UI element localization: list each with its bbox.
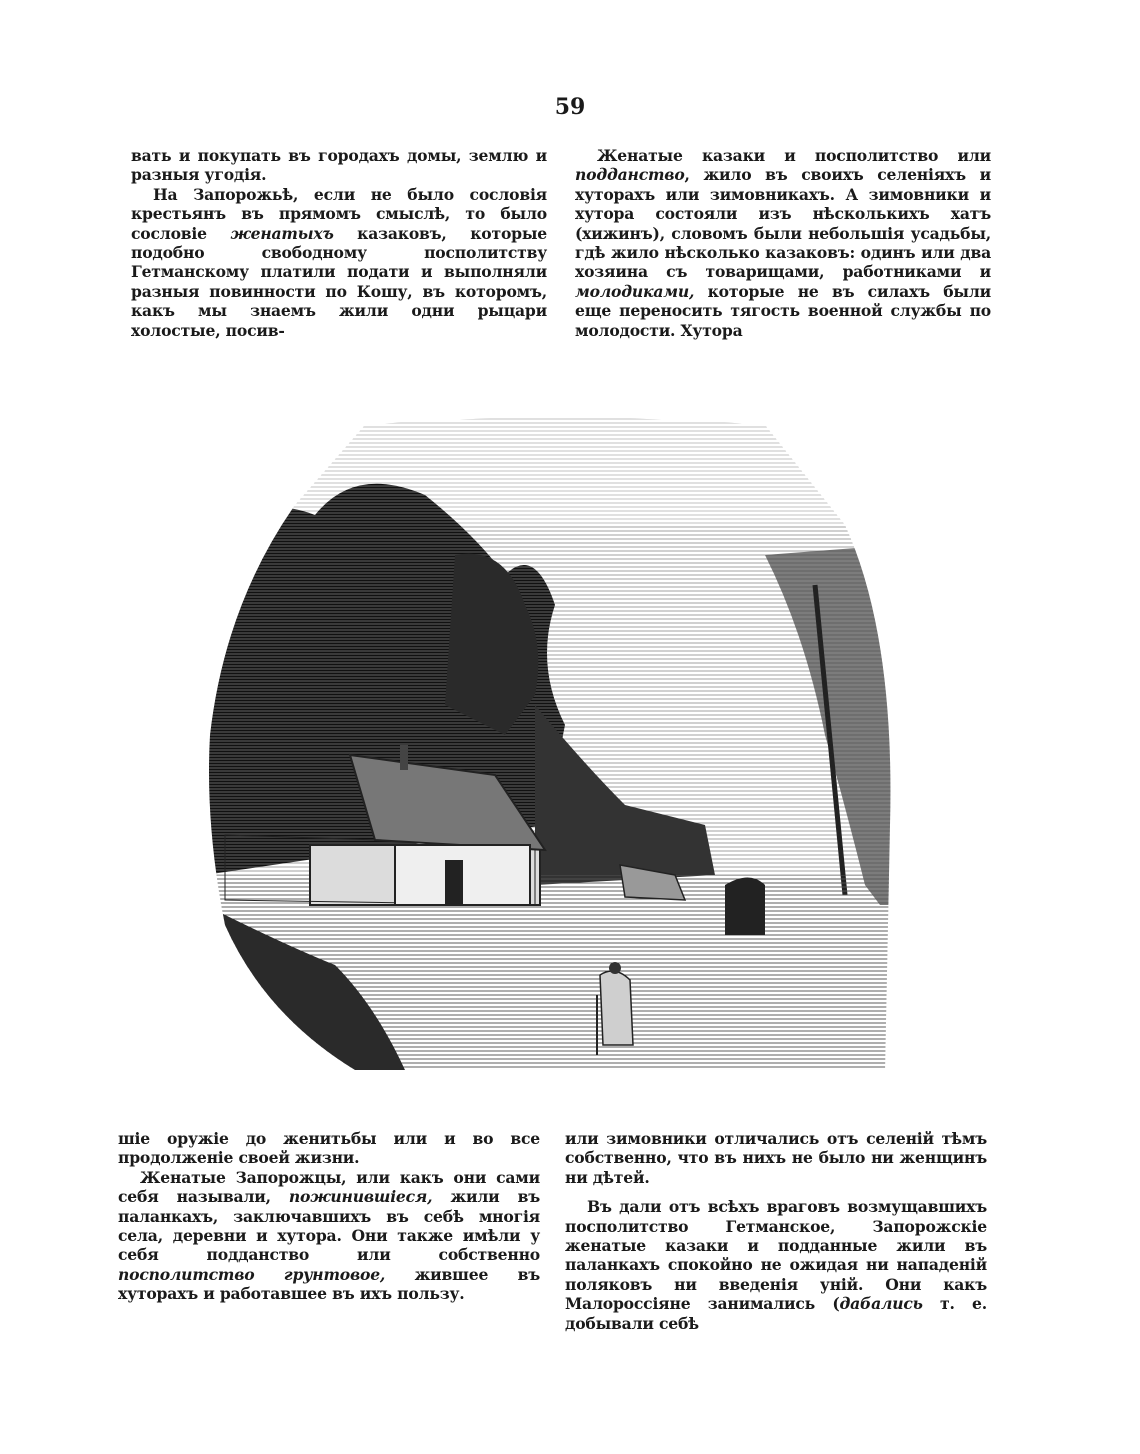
- text-column-top-right: [575, 146, 991, 340]
- emphasis: подданство: [575, 165, 685, 185]
- emphasis: женатыхъ: [230, 223, 334, 243]
- paragraph: Женатые казаки и посполитство или подданство, жило въ своихъ селеніяхъ и хуторахъ или зимовникахъ. А зимовники и хутора состояли изъ нѣсколькихъ хатъ (хижинъ), словомъ были небольшія усадьбы, гдѣ жило нѣсколько казаковъ: одинъ или два хозяина съ товарищами, работниками и молодиками, которые не въ силахъ были еще переносить тягость военной службы по молодости. Хутора: [575, 146, 991, 340]
- emphasis: посполитство грунтовое,: [118, 1264, 386, 1284]
- engraving-illustration: [205, 405, 895, 1070]
- paragraph: Женатые Запорожцы, или какъ они сами себя называли, пожинившіеся, жили въ паланкахъ, заключавшихъ въ себѣ многія села, деревни и хутора. Они также имѣли у себя подданство или собственно посполитство грунтовое, жившее въ хуторахъ и работавшее въ ихъ пользу.: [118, 1167, 541, 1304]
- paragraph: шіе оружіе до женитьбы или и во все продолженіе своей жизни.: [118, 1129, 540, 1168]
- paragraph: вать и покупать въ городахъ домы, землю и разныя угодія.: [131, 146, 547, 185]
- paragraph: Въ дали отъ всѣхъ враговъ возмущавшихъ посполитство Гетманское, Запорожскіе женатые казаки и подданные жили въ паланкахъ спокойно не ожидая ни нападеній поляковъ ни введенія уній. Они какъ Малороссіяне занимались (дабались т. е. добывали себѣ: [565, 1197, 987, 1333]
- emphasis: дабались: [839, 1294, 923, 1314]
- text-column-top-left: [131, 146, 547, 340]
- emphasis: пожинившіеся,: [288, 1187, 433, 1207]
- page-number: 59: [554, 94, 586, 120]
- text-column-bottom-right: [565, 1129, 987, 1333]
- paragraph: или зимовники отличались отъ селеній тѣмъ собственно, что въ нихъ не было ни женщинъ ни дѣтей.: [565, 1129, 987, 1187]
- paragraph: На Запорожьѣ, если не было сословія крестьянъ въ прямомъ смыслѣ, то было сословіе женатыхъ казаковъ, которые подобно свободному посполитству Гетманскому платили подати и выполняли разныя повинности по Кошу, въ которомъ, какъ мы знаемъ жили одни рыцари холостые, посив-: [131, 184, 547, 340]
- emphasis: молодиками,: [575, 281, 695, 301]
- text-column-bottom-left: [118, 1129, 540, 1304]
